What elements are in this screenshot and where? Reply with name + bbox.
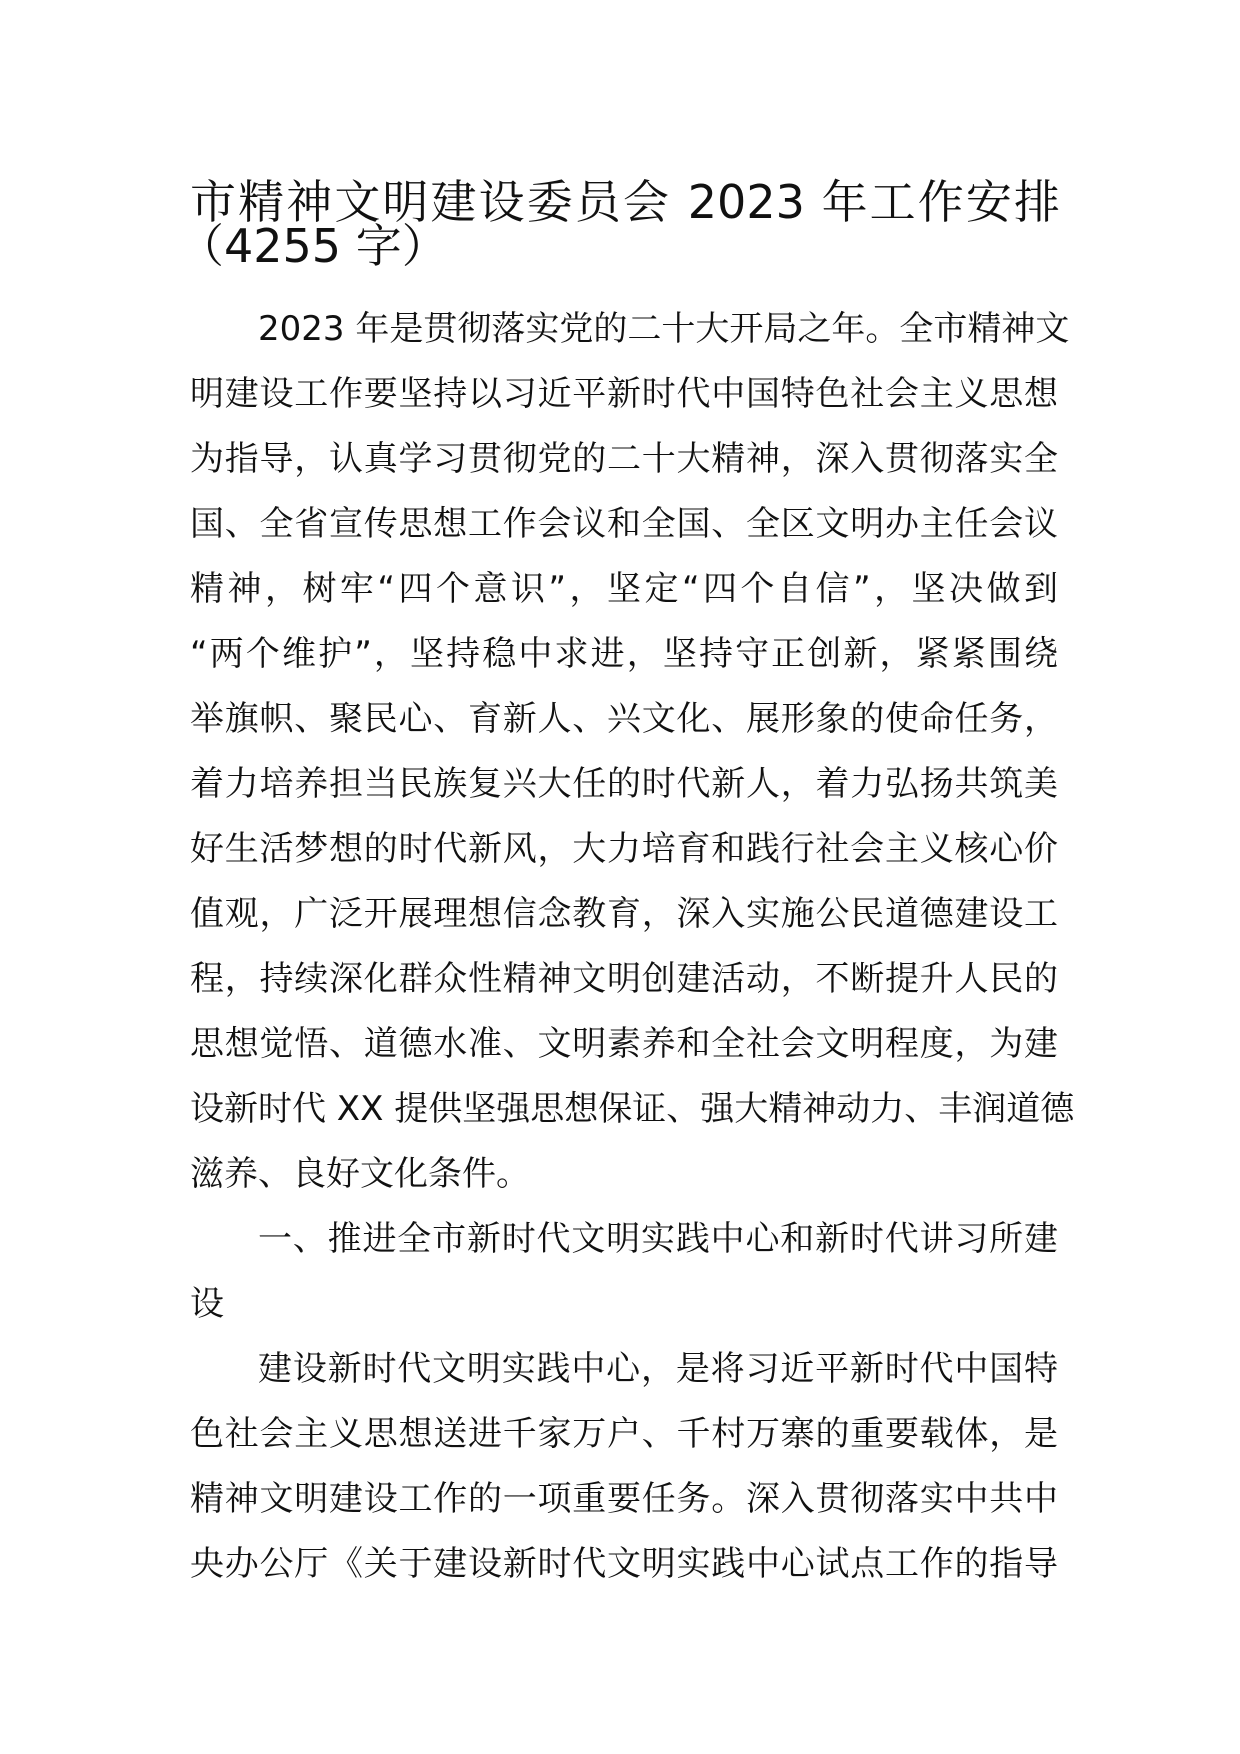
paragraph-line: 央办公厅《关于建设新时代文明实践中心试点工作的指导: [190, 1544, 1058, 1584]
paragraph-line: 精神，树牢“四个意识”，坚定“四个自信”，坚决做到: [190, 569, 1058, 609]
paragraph-line: 精神文明建设工作的一项重要任务。深入贯彻落实中共中: [190, 1479, 1058, 1519]
document-title: 市精神文明建设委员会 2023 年工作安排: [190, 175, 1060, 229]
paragraph-line: 2023 年是贯彻落实党的二十大开局之年。全市精神文: [258, 309, 1070, 349]
paragraph-line: 色社会主义思想送进千家万户、千村万寨的重要载体，是: [190, 1414, 1058, 1454]
paragraph-line: 国、全省宣传思想工作会议和全国、全区文明办主任会议: [190, 504, 1058, 544]
paragraph-line: 建设新时代文明实践中心，是将习近平新时代中国特: [258, 1349, 1058, 1389]
paragraph-line: 值观，广泛开展理想信念教育，深入实施公民道德建设工: [190, 894, 1058, 934]
paragraph-line: 思想觉悟、道德水准、文明素养和全社会文明程度，为建: [190, 1024, 1058, 1064]
paragraph-line: 明建设工作要坚持以习近平新时代中国特色社会主义思想: [190, 374, 1058, 414]
paragraph-line: 着力培养担当民族复兴大任的时代新人，着力弘扬共筑美: [190, 764, 1058, 804]
section-heading-line: 设: [190, 1284, 224, 1324]
paragraph-line: “两个维护”，坚持稳中求进，坚持守正创新，紧紧围绕: [190, 634, 1058, 674]
paragraph-line: 为指导，认真学习贯彻党的二十大精神，深入贯彻落实全: [190, 439, 1058, 479]
paragraph-line: 滋养、良好文化条件。: [190, 1154, 530, 1194]
paragraph-line: 举旗帜、聚民心、育新人、兴文化、展形象的使命任务，: [190, 699, 1058, 739]
paragraph-line: 好生活梦想的时代新风，大力培育和践行社会主义核心价: [190, 829, 1058, 869]
document-title-wordcount: （4255 字）: [178, 219, 448, 273]
section-heading-line: 一、推进全市新时代文明实践中心和新时代讲习所建: [258, 1219, 1058, 1259]
paragraph-line: 程，持续深化群众性精神文明创建活动，不断提升人民的: [190, 959, 1058, 999]
paragraph-line: 设新时代 XX 提供坚强思想保证、强大精神动力、丰润道德: [190, 1089, 1075, 1129]
